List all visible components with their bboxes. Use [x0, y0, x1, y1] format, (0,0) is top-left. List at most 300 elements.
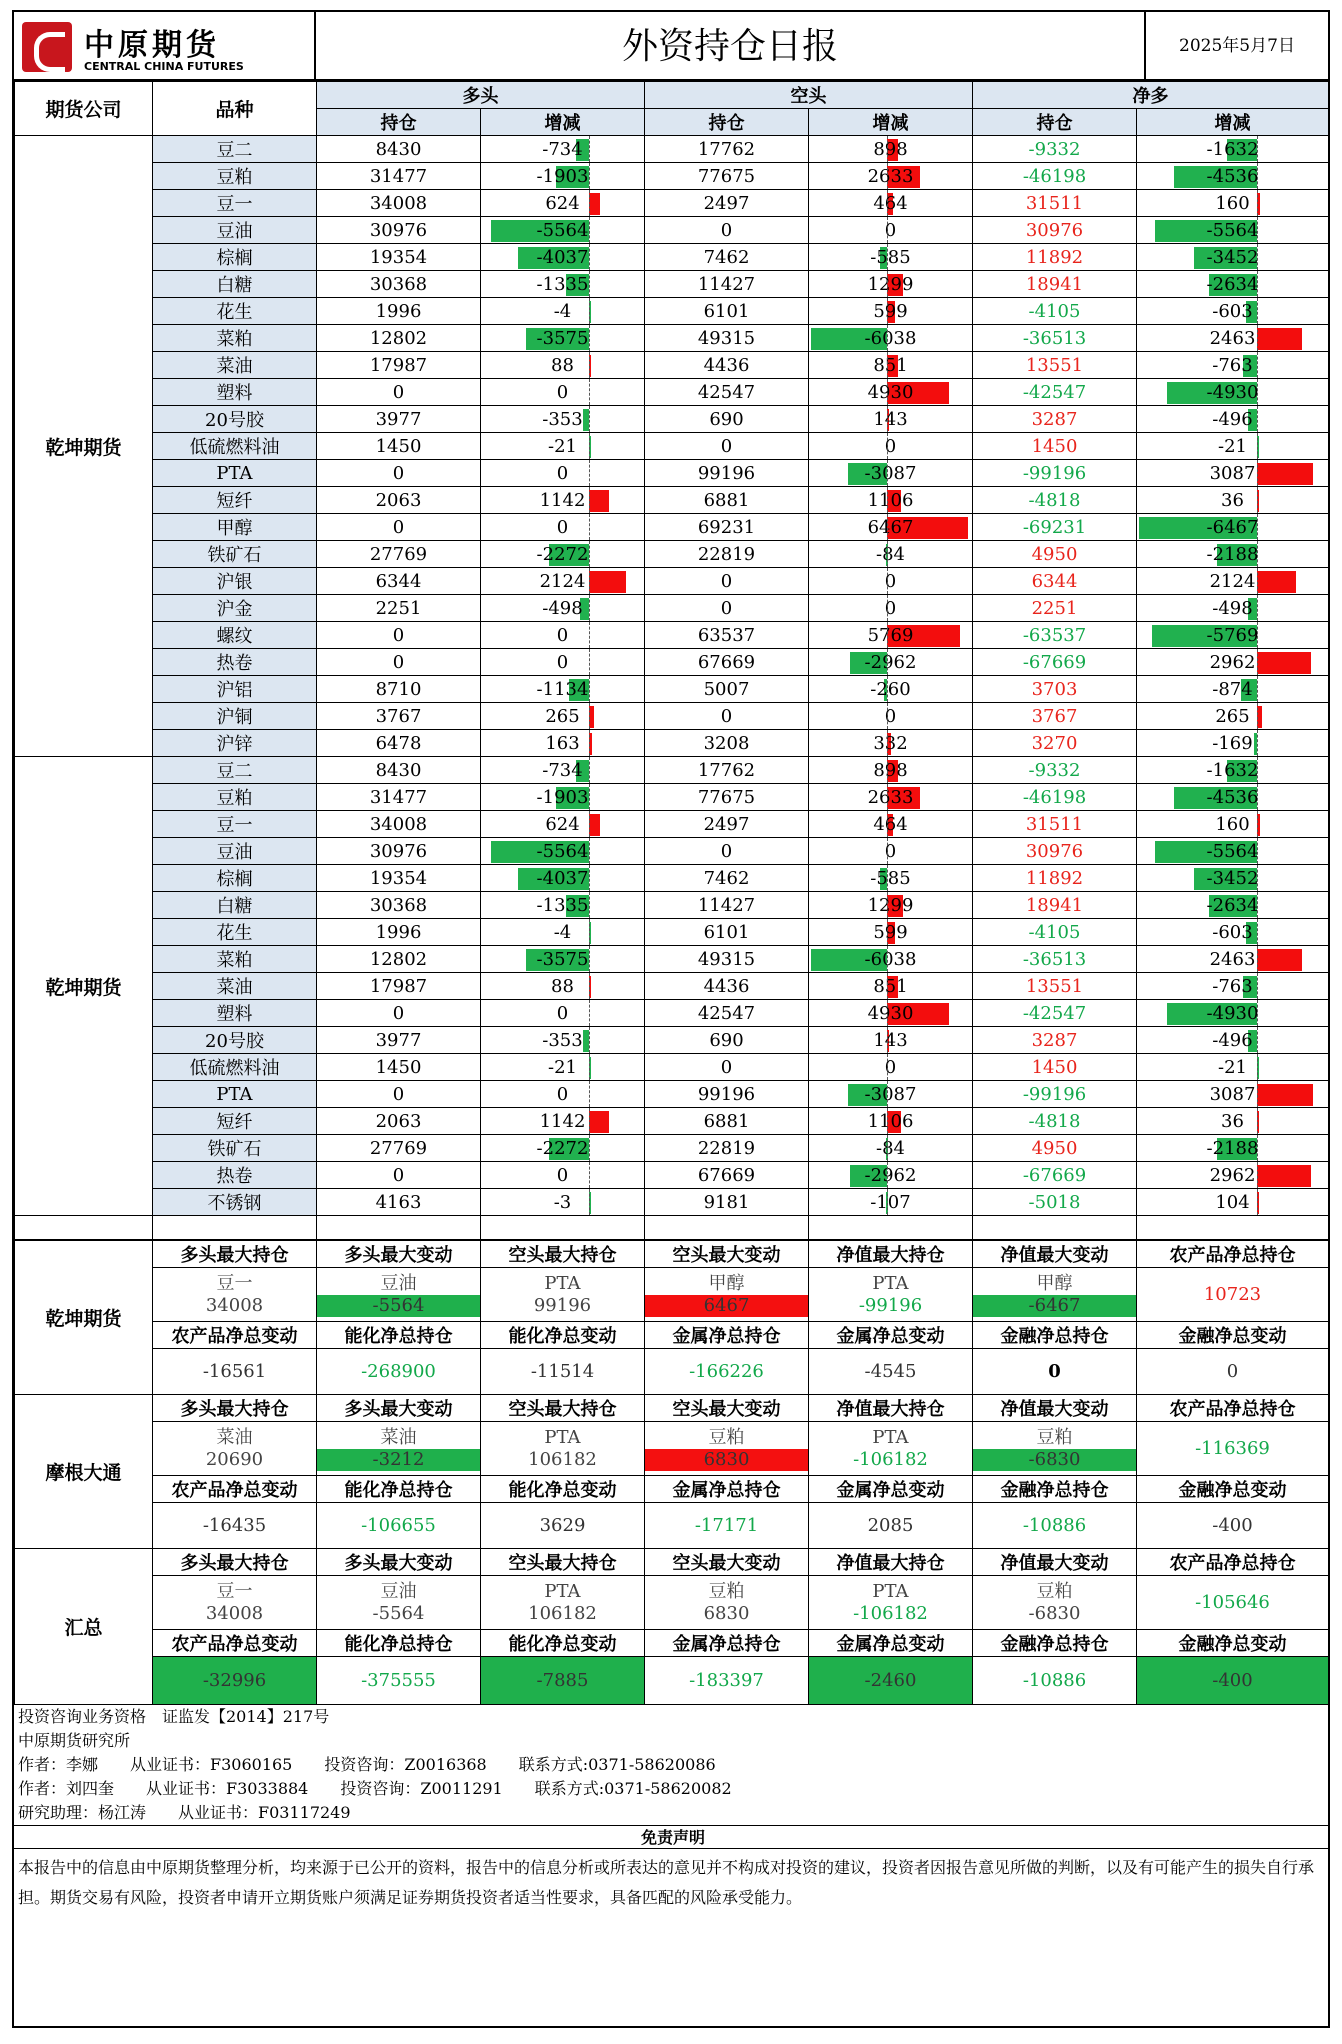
short-hold-cell: 3208 [645, 730, 809, 757]
variety-cell: 低硫燃料油 [153, 1054, 317, 1081]
zero-line [887, 298, 888, 324]
long-hold-cell: 17987 [317, 352, 481, 379]
zero-line [1257, 271, 1258, 297]
zero-line [589, 892, 590, 918]
long-change-cell [481, 1189, 645, 1216]
summary-number: -106182 [853, 1448, 928, 1470]
short-hold-cell: 63537 [645, 622, 809, 649]
change-bar [589, 814, 600, 836]
summary-label: 金属净总变动 [809, 1630, 973, 1657]
zero-line [1257, 946, 1258, 972]
net-change-cell [1137, 703, 1329, 730]
change-value: -1903 [536, 786, 589, 808]
zero-line [589, 1189, 590, 1215]
change-value: -498 [542, 597, 583, 619]
zero-line [887, 676, 888, 702]
empty-cell [645, 1216, 809, 1240]
change-value: 2633 [867, 165, 914, 187]
summary-value-cell [1137, 1268, 1329, 1322]
short-change-cell [809, 244, 973, 271]
zero-line [887, 757, 888, 783]
zero-line [589, 1135, 590, 1161]
short-change-cell [809, 649, 973, 676]
change-value: -1632 [1206, 759, 1259, 781]
short-hold-cell: 49315 [645, 946, 809, 973]
summary-label: 金融净总持仓 [973, 1630, 1137, 1657]
footer-line: 作者：刘四奎 从业证书：F3033884 投资咨询：Z0011291 联系方式:0371-58620082 [18, 1779, 732, 1798]
change-value: 1106 [867, 489, 914, 511]
change-value: -21 [548, 435, 577, 457]
table-row [15, 352, 1329, 379]
net-change-cell [1137, 271, 1329, 298]
net-hold-cell: -42547 [973, 379, 1137, 406]
short-hold-cell: 69231 [645, 514, 809, 541]
summary-value-cell [645, 1268, 809, 1322]
zero-line [589, 190, 590, 216]
short-change-cell [809, 838, 973, 865]
net-change-cell [1137, 622, 1329, 649]
change-value: 1142 [539, 1110, 586, 1132]
variety-cell: 豆油 [153, 217, 317, 244]
short-hold-cell: 0 [645, 595, 809, 622]
long-change-cell [481, 784, 645, 811]
variety-cell: 豆粕 [153, 784, 317, 811]
change-value: 143 [873, 408, 908, 430]
zero-line [589, 730, 590, 756]
net-hold-cell: -42547 [973, 1000, 1137, 1027]
summary-value-row [15, 1576, 1329, 1630]
short-hold-cell: 11427 [645, 271, 809, 298]
table-row [15, 1000, 1329, 1027]
net-hold-cell: 3767 [973, 703, 1137, 730]
net-change-cell [1137, 784, 1329, 811]
zero-line [589, 514, 590, 540]
table-row [15, 622, 1329, 649]
summary-value-cell [481, 1268, 645, 1322]
long-change-cell [481, 622, 645, 649]
zero-line [589, 919, 590, 945]
long-hold-cell: 8430 [317, 757, 481, 784]
company-name: 乾坤期货 [15, 136, 153, 757]
summary-variety: 豆油 [380, 1580, 417, 1602]
summary-label: 净值最大持仓 [809, 1395, 973, 1422]
short-hold-cell: 42547 [645, 379, 809, 406]
summary-value-cell [1137, 1576, 1329, 1630]
change-value: 3087 [1209, 462, 1256, 484]
variety-cell: 塑料 [153, 1000, 317, 1027]
summary-number: 34008 [205, 1602, 264, 1624]
zero-line [1257, 541, 1258, 567]
change-value: 160 [1215, 813, 1250, 835]
long-change-cell [481, 838, 645, 865]
change-value: -496 [1212, 1029, 1253, 1051]
change-value: -1335 [536, 894, 589, 916]
net-hold-cell: 1450 [973, 1054, 1137, 1081]
summary-label: 农产品净总持仓 [1137, 1241, 1329, 1268]
zero-line [1257, 703, 1258, 729]
summary-value-row [15, 1349, 1329, 1395]
col-short: 空头 [645, 82, 973, 109]
summary-number: 106182 [528, 1448, 597, 1470]
summary-label: 多头最大变动 [317, 1241, 481, 1268]
report-footer [14, 1705, 1328, 1917]
zero-line [589, 541, 590, 567]
zero-line [887, 1135, 888, 1161]
zero-line [1257, 1108, 1258, 1134]
change-value: 898 [873, 759, 908, 781]
summary-number: 6467 [645, 1295, 808, 1317]
summary-number: 34008 [205, 1294, 264, 1316]
long-change-cell [481, 244, 645, 271]
long-hold-cell: 1996 [317, 919, 481, 946]
short-change-cell [809, 271, 973, 298]
summary-value-cell [153, 1422, 317, 1476]
net-hold-cell: -36513 [973, 325, 1137, 352]
change-bar [1257, 1084, 1313, 1106]
change-value: 6467 [867, 516, 914, 538]
zero-line [1257, 1000, 1258, 1026]
change-bar [589, 193, 600, 215]
summary-value-cell [317, 1268, 481, 1322]
short-change-cell [809, 325, 973, 352]
short-change-cell [809, 433, 973, 460]
net-hold-cell: -4818 [973, 1108, 1137, 1135]
summary-number: 6830 [645, 1449, 808, 1471]
short-change-cell [809, 1189, 973, 1216]
long-change-cell [481, 406, 645, 433]
zero-line [1257, 217, 1258, 243]
net-change-cell [1137, 406, 1329, 433]
net-change-cell [1137, 946, 1329, 973]
net-hold-cell: -5018 [973, 1189, 1137, 1216]
summary-company: 摩根大通 [15, 1395, 153, 1549]
short-hold-cell: 99196 [645, 460, 809, 487]
variety-cell: PTA [153, 1081, 317, 1108]
change-value: 1299 [867, 273, 914, 295]
short-change-cell [809, 703, 973, 730]
long-hold-cell: 12802 [317, 325, 481, 352]
summary-value-cell [809, 1576, 973, 1630]
table-row [15, 811, 1329, 838]
summary-value-cell [809, 1422, 973, 1476]
zero-line [1257, 676, 1258, 702]
variety-cell: 豆一 [153, 190, 317, 217]
short-change-cell [809, 973, 973, 1000]
long-hold-cell: 3977 [317, 406, 481, 433]
net-hold-cell: -46198 [973, 784, 1137, 811]
summary-label: 农产品净总变动 [153, 1630, 317, 1657]
summary-variety: 豆一 [216, 1580, 253, 1602]
summary-number: -6467 [973, 1295, 1136, 1317]
change-value: 88 [551, 354, 574, 376]
change-value: -4037 [536, 867, 589, 889]
change-value: -498 [1212, 597, 1253, 619]
long-hold-cell: 0 [317, 379, 481, 406]
summary-total-cell: 2085 [809, 1503, 973, 1549]
variety-cell: 豆粕 [153, 163, 317, 190]
change-value: 599 [873, 921, 908, 943]
zero-line [1257, 973, 1258, 999]
zero-line [1257, 1135, 1258, 1161]
zero-line [589, 595, 590, 621]
summary-variety: PTA [872, 1580, 909, 1602]
zero-line [887, 946, 888, 972]
long-hold-cell: 0 [317, 649, 481, 676]
long-change-cell [481, 730, 645, 757]
long-hold-cell: 12802 [317, 946, 481, 973]
net-hold-cell: 1450 [973, 433, 1137, 460]
net-change-cell [1137, 757, 1329, 784]
variety-cell: 热卷 [153, 649, 317, 676]
col-long-hold: 持仓 [317, 109, 481, 136]
short-change-cell [809, 406, 973, 433]
zero-line [1257, 244, 1258, 270]
short-change-cell [809, 487, 973, 514]
zero-line [887, 1000, 888, 1026]
zero-line [887, 1054, 888, 1080]
summary-value-cell [645, 1422, 809, 1476]
net-hold-cell: 3703 [973, 676, 1137, 703]
summary-value-cell [481, 1576, 645, 1630]
table-row [15, 973, 1329, 1000]
change-value: -603 [1212, 300, 1253, 322]
col-net-hold: 持仓 [973, 109, 1137, 136]
short-change-cell [809, 622, 973, 649]
zero-line [1257, 460, 1258, 486]
change-value: -734 [542, 138, 583, 160]
long-change-cell [481, 1135, 645, 1162]
summary-variety: PTA [544, 1580, 581, 1602]
report-page [12, 10, 1330, 2028]
short-hold-cell: 0 [645, 838, 809, 865]
net-change-cell [1137, 487, 1329, 514]
net-change-cell [1137, 244, 1329, 271]
zero-line [1257, 649, 1258, 675]
short-change-cell [809, 892, 973, 919]
zero-line [589, 136, 590, 162]
short-hold-cell: 6881 [645, 487, 809, 514]
footer-line: 研究助理：杨江涛 从业证书：F03117249 [18, 1803, 351, 1822]
net-hold-cell: -99196 [973, 1081, 1137, 1108]
change-bar [1257, 328, 1302, 350]
long-hold-cell: 4163 [317, 1189, 481, 1216]
change-bar [1257, 571, 1296, 593]
table-row [15, 703, 1329, 730]
short-change-cell [809, 1000, 973, 1027]
table-row [15, 1027, 1329, 1054]
table-row [15, 406, 1329, 433]
net-change-cell [1137, 1081, 1329, 1108]
short-hold-cell: 0 [645, 703, 809, 730]
net-hold-cell: 31511 [973, 190, 1137, 217]
change-value: -3575 [536, 948, 589, 970]
long-hold-cell: 0 [317, 514, 481, 541]
variety-cell: 棕榈 [153, 244, 317, 271]
zero-line [887, 811, 888, 837]
net-change-cell [1137, 811, 1329, 838]
short-hold-cell: 690 [645, 1027, 809, 1054]
zero-line [589, 379, 590, 405]
change-value: 898 [873, 138, 908, 160]
summary-number: 20690 [205, 1448, 264, 1470]
summary-value-cell [645, 1576, 809, 1630]
short-hold-cell: 7462 [645, 865, 809, 892]
zero-line [887, 730, 888, 756]
short-change-cell [809, 136, 973, 163]
col-company: 期货公司 [15, 82, 153, 136]
net-change-cell [1137, 1135, 1329, 1162]
change-value: 0 [884, 597, 897, 619]
short-hold-cell: 4436 [645, 973, 809, 1000]
summary-label: 金属净总变动 [809, 1322, 973, 1349]
zero-line [887, 595, 888, 621]
long-change-cell [481, 595, 645, 622]
change-value: -4930 [1206, 1002, 1259, 1024]
summary-value-cell [481, 1422, 645, 1476]
summary-label: 净值最大变动 [973, 1395, 1137, 1422]
zero-line [887, 433, 888, 459]
long-change-cell [481, 946, 645, 973]
change-bar [589, 571, 626, 593]
zero-line [589, 811, 590, 837]
summary-variety: 豆粕 [1036, 1426, 1073, 1448]
summary-company: 乾坤期货 [15, 1241, 153, 1395]
summary-label: 净值最大持仓 [809, 1549, 973, 1576]
summary-variety: PTA [544, 1426, 581, 1448]
zero-line [1257, 487, 1258, 513]
net-change-cell [1137, 136, 1329, 163]
short-hold-cell: 22819 [645, 1135, 809, 1162]
net-hold-cell: -4818 [973, 487, 1137, 514]
change-value: 0 [884, 435, 897, 457]
zero-line [887, 1108, 888, 1134]
short-hold-cell: 0 [645, 568, 809, 595]
change-value: 0 [556, 1164, 569, 1186]
table-row [15, 676, 1329, 703]
zero-line [1257, 568, 1258, 594]
change-value: -2272 [536, 1137, 589, 1159]
zero-line [887, 352, 888, 378]
table-row [15, 1054, 1329, 1081]
short-hold-cell: 77675 [645, 784, 809, 811]
net-change-cell [1137, 1000, 1329, 1027]
variety-cell: 低硫燃料油 [153, 433, 317, 460]
change-value: 5769 [867, 624, 914, 646]
logo-text: 中原期货 [84, 28, 220, 63]
long-change-cell [481, 460, 645, 487]
change-value: -4930 [1206, 381, 1259, 403]
change-value: 104 [1215, 1191, 1250, 1213]
report-title: 外资持仓日报 [316, 12, 1146, 81]
zero-line [589, 784, 590, 810]
summary-total-cell: -11514 [481, 1349, 645, 1395]
change-value: -3575 [536, 327, 589, 349]
summary-value-cell [973, 1576, 1137, 1630]
empty-cell [317, 1216, 481, 1240]
change-value: 0 [884, 1056, 897, 1078]
zero-line [887, 1162, 888, 1188]
zero-line [887, 325, 888, 351]
variety-cell: 花生 [153, 919, 317, 946]
change-value: 265 [1215, 705, 1250, 727]
long-hold-cell: 1450 [317, 1054, 481, 1081]
summary-total-cell: 3629 [481, 1503, 645, 1549]
short-hold-cell: 99196 [645, 1081, 809, 1108]
summary-total-cell: 0 [973, 1349, 1137, 1395]
change-bar [1257, 1165, 1311, 1187]
change-value: 2962 [1209, 1164, 1256, 1186]
long-hold-cell: 3977 [317, 1027, 481, 1054]
table-row [15, 244, 1329, 271]
zero-line [589, 676, 590, 702]
disclaimer-text: 本报告中的信息由中原期货整理分析，均来源于已公开的资料，报告中的信息分析或所表达的意见并不构成对投资的建议，投资者因报告意见所做的判断，以及有可能产生的损失自行承担。期货交易有风险，投资者申请开立期货账户须满足证券期货投资者适当性要求，具备匹配的风险承受能力。 [18, 1858, 1315, 1907]
short-hold-cell: 22819 [645, 541, 809, 568]
zero-line [589, 352, 590, 378]
net-change-cell [1137, 892, 1329, 919]
col-variety: 品种 [153, 82, 317, 136]
summary-label: 金融净总持仓 [973, 1476, 1137, 1503]
change-value: -763 [1212, 354, 1253, 376]
long-hold-cell: 0 [317, 1081, 481, 1108]
change-value: 332 [873, 732, 908, 754]
zero-line [589, 298, 590, 324]
summary-label: 多头最大持仓 [153, 1395, 317, 1422]
table-row [15, 433, 1329, 460]
zero-line [887, 919, 888, 945]
change-bar [589, 1111, 609, 1133]
summary-total-cell: -7885 [481, 1657, 645, 1705]
long-change-cell [481, 703, 645, 730]
zero-line [1257, 433, 1258, 459]
change-value: -3452 [1206, 867, 1259, 889]
net-change-cell [1137, 730, 1329, 757]
change-bar [1257, 949, 1302, 971]
spacer-row [15, 1216, 1329, 1240]
zero-line [1257, 784, 1258, 810]
summary-total-cell: -16435 [153, 1503, 317, 1549]
long-hold-cell: 0 [317, 622, 481, 649]
change-value: 0 [884, 840, 897, 862]
long-hold-cell: 6478 [317, 730, 481, 757]
empty-cell [973, 1216, 1137, 1240]
zero-line [887, 163, 888, 189]
short-change-cell [809, 865, 973, 892]
table-row [15, 379, 1329, 406]
short-change-cell [809, 514, 973, 541]
table-row [15, 487, 1329, 514]
short-hold-cell: 6881 [645, 1108, 809, 1135]
short-change-cell [809, 298, 973, 325]
summary-total-cell: 0 [1137, 1349, 1329, 1395]
long-hold-cell: 34008 [317, 811, 481, 838]
table-row [15, 784, 1329, 811]
short-change-cell [809, 460, 973, 487]
summary-label-row [15, 1476, 1329, 1503]
summary-variety: 菜油 [380, 1426, 417, 1448]
net-hold-cell: 30976 [973, 217, 1137, 244]
short-change-cell [809, 1081, 973, 1108]
zero-line [887, 136, 888, 162]
net-hold-cell: -69231 [973, 514, 1137, 541]
short-change-cell [809, 595, 973, 622]
change-value: 36 [1221, 489, 1244, 511]
table-row [15, 757, 1329, 784]
col-short-hold: 持仓 [645, 109, 809, 136]
long-change-cell [481, 1108, 645, 1135]
long-hold-cell: 30368 [317, 271, 481, 298]
change-value: 0 [884, 219, 897, 241]
net-change-cell [1137, 325, 1329, 352]
